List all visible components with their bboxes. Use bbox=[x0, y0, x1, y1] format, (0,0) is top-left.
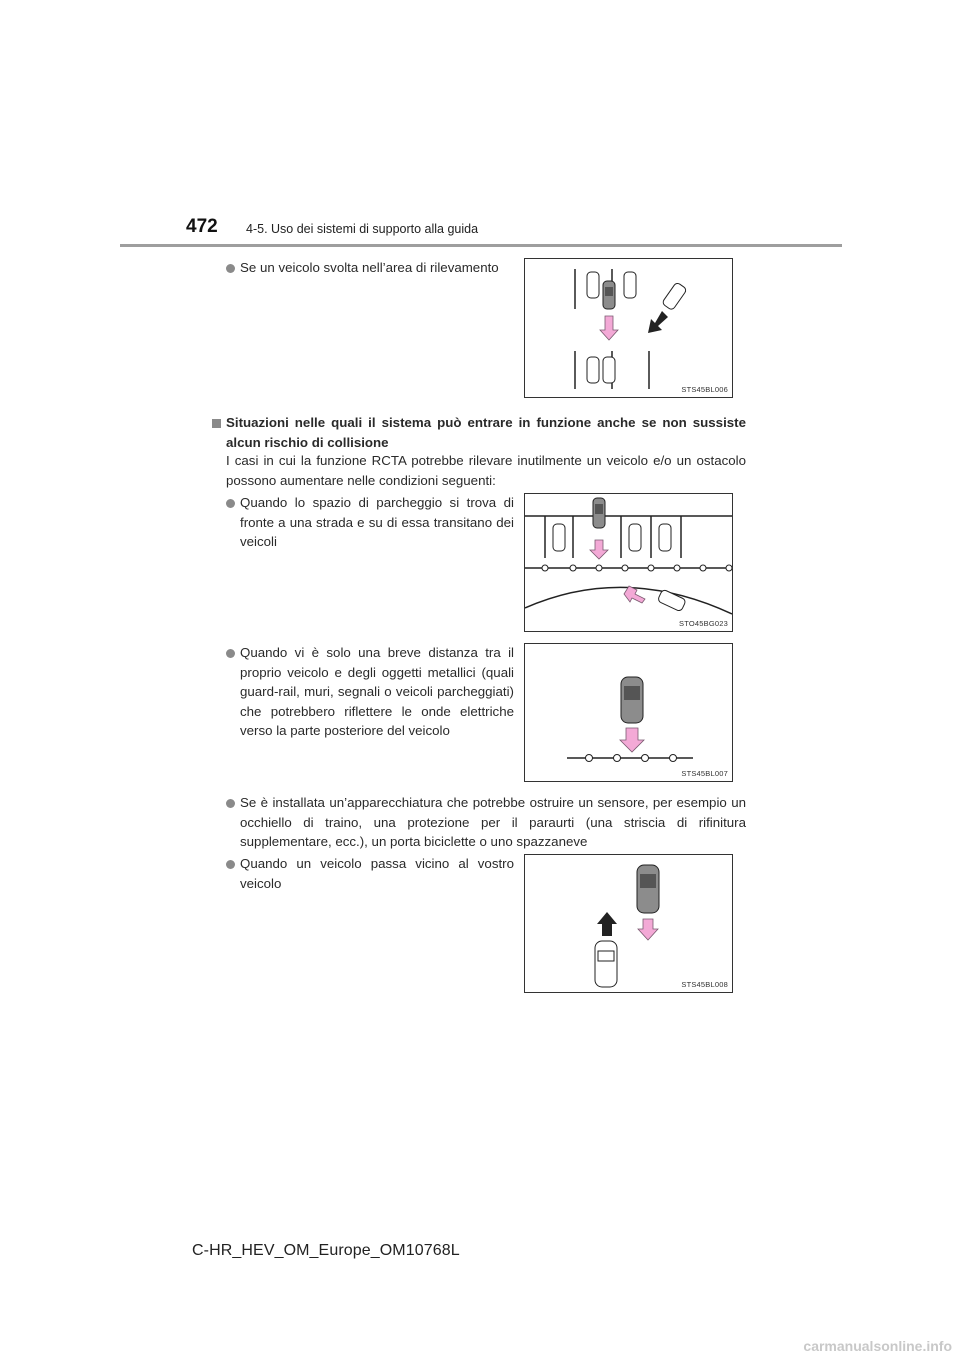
figure-code: STS45BL008 bbox=[681, 980, 728, 989]
figure-illustration bbox=[525, 259, 732, 397]
figure-illustration bbox=[525, 644, 732, 781]
figure-code: STS45BL006 bbox=[681, 385, 728, 394]
bullet-text-obstructing-equipment: Se è installata un’apparecchiatura che potrebbe ostruire un sensore, per esempio un occhiello di traino, una protezione per il paraurti (una striscia di rifinitura supplementare, ecc.), un porta biciclette o uno spazzaneve bbox=[240, 795, 746, 849]
bullet-text-turning-vehicle: Se un veicolo svolta nell’area di rilevamento bbox=[240, 260, 499, 275]
section-square-icon bbox=[212, 419, 221, 428]
figure-turning-vehicle bbox=[524, 258, 733, 398]
figure-code: STO45BG023 bbox=[679, 619, 728, 628]
bullet-text-metal-objects: Quando vi è solo una breve distanza tra il proprio veicolo e degli oggetti metallici (quali guard-rail, muri, segnali o veicoli parcheggiati) che potrebbero riflettere le onde elettriche verso la parte posteriore del veicolo bbox=[240, 645, 514, 738]
bullet-dot bbox=[226, 799, 235, 808]
watermark: carmanualsonline.info bbox=[803, 1338, 952, 1354]
figure-metal-objects bbox=[524, 643, 733, 782]
bullet-dot bbox=[226, 499, 235, 508]
bullet-dot bbox=[226, 264, 235, 273]
section-heading: Situazioni nelle quali il sistema può entrare in funzione anche se non sussiste alcun rischio di collisione bbox=[226, 415, 746, 450]
section-intro: I casi in cui la funzione RCTA potrebbe rilevare inutilmente un veicolo e/o un ostacolo possono aumentare nelle condizioni seguenti: bbox=[226, 453, 746, 488]
bullet-text-passing-vehicle: Quando un veicolo passa vicino al vostro veicolo bbox=[240, 856, 514, 891]
header-divider bbox=[120, 244, 842, 247]
figure-passing-vehicle bbox=[524, 854, 733, 993]
figure-code: STS45BL007 bbox=[681, 769, 728, 778]
section-title: 4-5. Uso dei sistemi di supporto alla guida bbox=[246, 222, 479, 236]
page-number: 472 bbox=[186, 216, 218, 237]
bullet-dot bbox=[226, 860, 235, 869]
figure-parking-near-road bbox=[524, 493, 733, 632]
bullet-text-road-traffic: Quando lo spazio di parcheggio si trova di fronte a una strada e su di essa transitano dei veicoli bbox=[240, 495, 514, 549]
figure-illustration bbox=[525, 855, 732, 992]
footer-doc-id: C-HR_HEV_OM_Europe_OM10768L bbox=[192, 1242, 460, 1259]
figure-illustration bbox=[525, 494, 732, 631]
bullet-dot bbox=[226, 649, 235, 658]
